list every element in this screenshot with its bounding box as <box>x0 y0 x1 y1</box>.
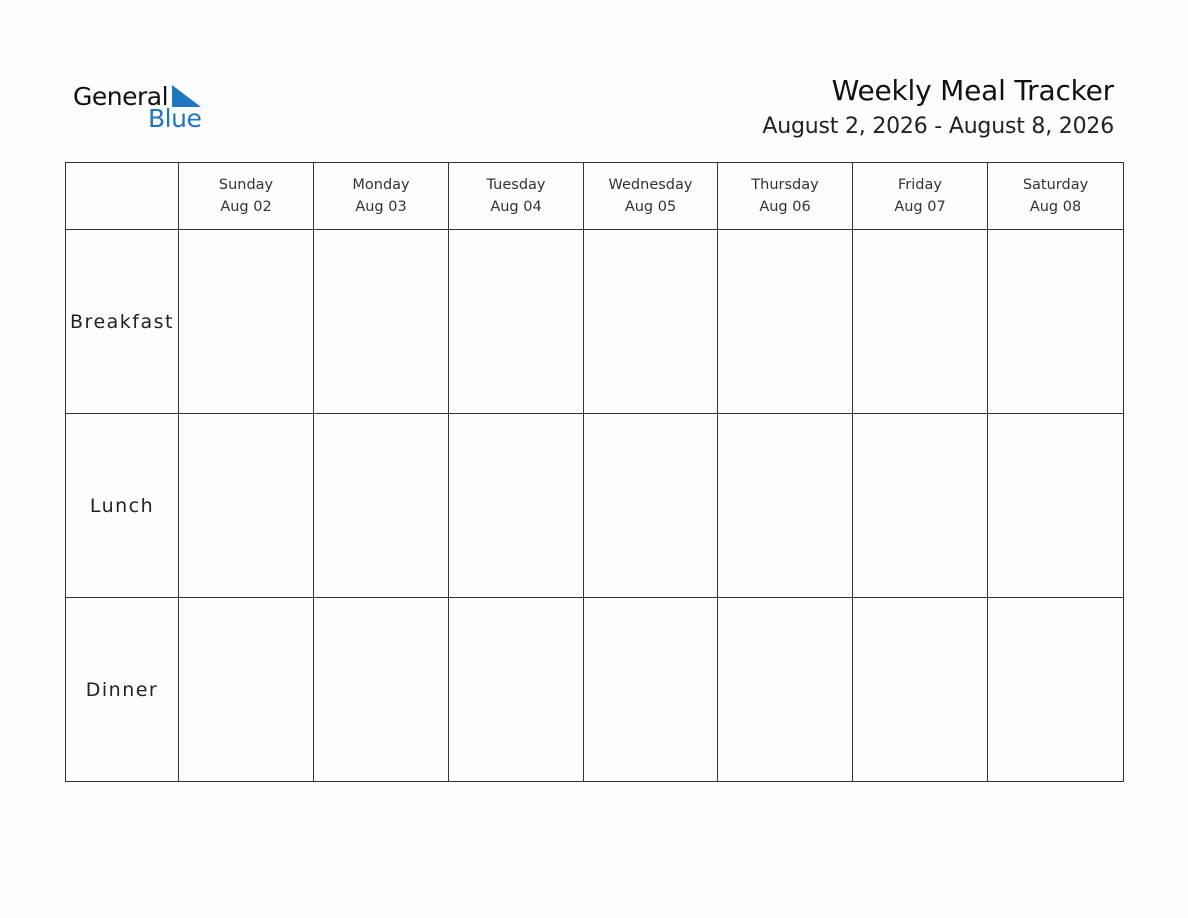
header-row <box>66 163 1124 230</box>
day-header-tuesday <box>449 163 584 230</box>
day-date: Aug 04 <box>490 199 542 215</box>
day-date: Aug 03 <box>355 199 407 215</box>
date-range: August 2, 2026 - August 8, 2026 <box>762 114 1114 139</box>
meal-cell[interactable] <box>449 414 584 598</box>
meal-cell[interactable] <box>179 598 314 782</box>
meal-cell[interactable] <box>988 414 1124 598</box>
meal-cell[interactable] <box>584 230 718 414</box>
day-header-saturday <box>988 163 1124 230</box>
day-date: Aug 07 <box>894 199 946 215</box>
day-header-sunday <box>179 163 314 230</box>
day-date: Aug 05 <box>624 199 677 215</box>
day-header-monday <box>314 163 449 230</box>
day-header-thursday <box>718 163 853 230</box>
corner-cell <box>66 163 179 230</box>
meal-cell[interactable] <box>314 230 449 414</box>
day-date: Aug 08 <box>1029 199 1082 215</box>
meal-tracker-table <box>65 162 1124 782</box>
meal-label: Lunch <box>66 414 179 598</box>
day-name: Wednesday <box>608 177 693 193</box>
meal-cell[interactable] <box>449 598 584 782</box>
meal-row-lunch <box>66 414 1124 598</box>
day-header-friday <box>853 163 988 230</box>
day-date: Aug 02 <box>220 199 272 215</box>
meal-cell[interactable] <box>853 230 988 414</box>
meal-row-dinner <box>66 598 1124 782</box>
meal-cell[interactable] <box>718 230 853 414</box>
day-name: Tuesday <box>486 177 546 193</box>
meal-cell[interactable] <box>988 230 1124 414</box>
day-name: Monday <box>352 177 410 193</box>
meal-cell[interactable] <box>449 230 584 414</box>
day-header-wednesday <box>584 163 718 230</box>
meal-cell[interactable] <box>853 598 988 782</box>
meal-cell[interactable] <box>988 598 1124 782</box>
meal-cell[interactable] <box>584 598 718 782</box>
meal-cell[interactable] <box>853 414 988 598</box>
meal-cell[interactable] <box>314 598 449 782</box>
meal-cell[interactable] <box>314 414 449 598</box>
day-name: Friday <box>898 177 942 193</box>
meal-row-breakfast <box>66 230 1124 414</box>
logo-word-general: General <box>73 82 169 111</box>
meal-label: Breakfast <box>66 230 179 414</box>
logo-word-blue: Blue <box>148 104 202 133</box>
meal-cell[interactable] <box>179 414 314 598</box>
page-title: Weekly Meal Tracker <box>831 74 1114 107</box>
meal-cell[interactable] <box>179 230 314 414</box>
day-date: Aug 06 <box>759 199 811 215</box>
day-name: Saturday <box>1022 177 1089 193</box>
meal-label: Dinner <box>66 598 179 782</box>
meal-cell[interactable] <box>718 598 853 782</box>
day-name: Thursday <box>751 177 819 193</box>
day-name: Sunday <box>218 177 274 193</box>
meal-cell[interactable] <box>718 414 853 598</box>
meal-cell[interactable] <box>584 414 718 598</box>
brand-logo <box>73 82 213 134</box>
